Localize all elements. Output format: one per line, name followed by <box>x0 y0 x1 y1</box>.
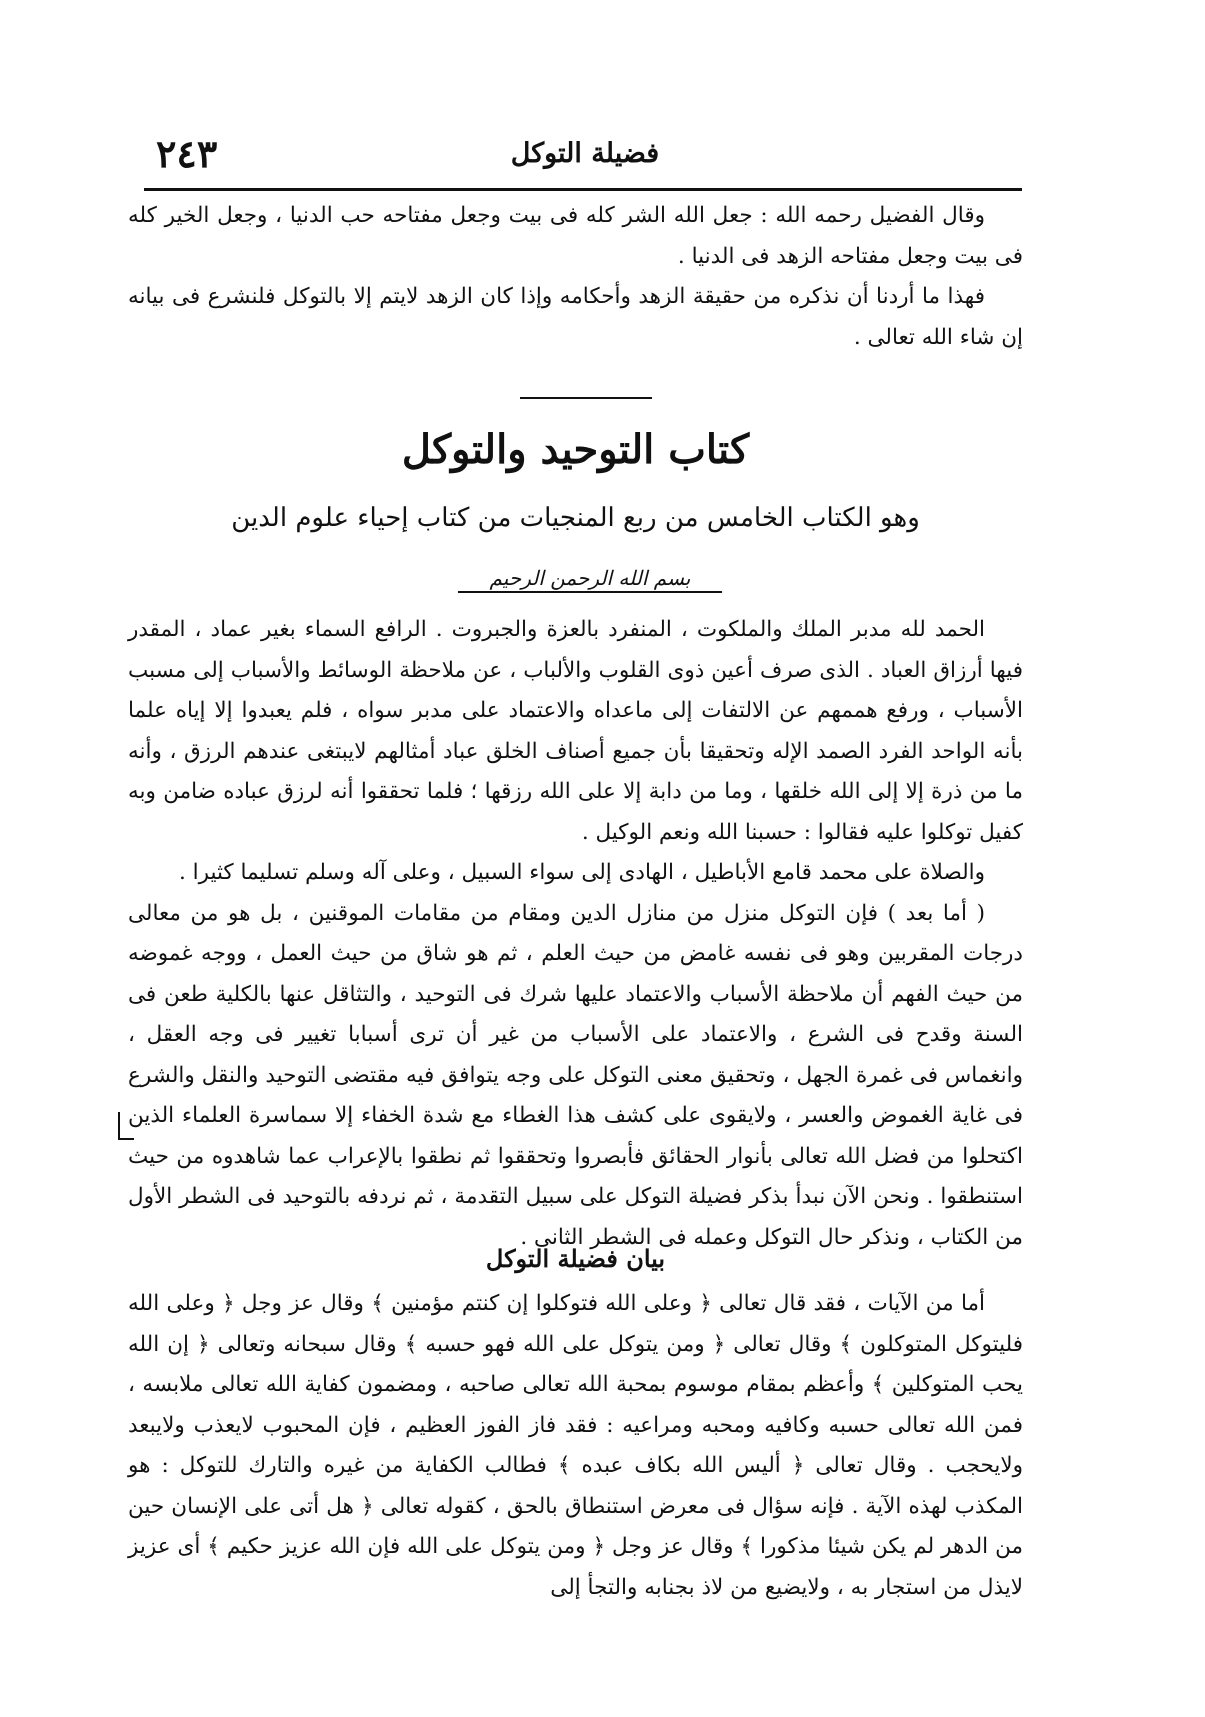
intro-paragraph-1: وقال الفضيل رحمه الله : جعل الله الشر كله فى بيت وجعل مفتاحه حب الدنيا ، وجعل الخير كله فى بيت وجعل مفتاحه الزهد فى الدنيا . <box>128 203 1023 269</box>
basmala-stroke <box>458 591 722 593</box>
section-divider <box>520 397 652 399</box>
section-paragraph-1: أما من الآيات ، فقد قال تعالى ﴿ وعلى الله فتوكلوا إن كنتم مؤمنين ﴾ وقال عز وجل ﴿ وعلى الله فليتوكل المتوكلون ﴾ وقال تعالى ﴿ ومن يتوكل على الله فهو حسبه ﴾ وقال سبحانه وتعالى ﴿ إن الله يحب المتوكلين ﴾ وأعظم بمقام موسوم بمحبة الله تعالى صاحبه ، ومضمون كفاية الله تعالى ملابسه ، فمن الله تعالى حسبه وكافيه ومحبه ومراعيه : فقد فاز الفوز العظيم ، فإن المحبوب لايعذب ولايبعد ولايحجب . وقال تعالى ﴿ أليس الله بكاف عبده ﴾ فطالب الكفاية من غيره والتارك للتوكل : هو المكذب لهذه الآية . فإنه سؤال فى معرض استنطاق بالحق ، كقوله تعالى ﴿ هل أتى على الإنسان حين من الدهر لم يكن شيئا مذكورا ﴾ وقال عز وجل ﴿ ومن يتوكل على الله فإن الله عزيز حكيم ﴾ أى عزيز لايذل من استجار به ، ولايضيع من لاذ بجنابه والتجأ إلى <box>128 1291 1023 1600</box>
margin-mark <box>118 1112 134 1140</box>
book-title: كتاب التوحيد والتوكل <box>401 426 750 473</box>
running-title: فضيلة التوكل <box>510 138 660 169</box>
section-heading: بيان فضيلة التوكل <box>485 1244 666 1273</box>
header-rule <box>144 188 1022 191</box>
basmala-calligraphy <box>430 557 750 599</box>
running-head <box>150 124 1020 184</box>
basmala-text: بسم الله الرحمن الرحيم <box>489 566 691 590</box>
body-text <box>128 610 1023 1258</box>
page-number: ٢٤٣ <box>156 131 218 176</box>
intro-paragraph-2: فهذا ما أردنا أن نذكره من حقيقة الزهد وأحكامه وإذا كان الزهد لايتم إلا بالتوكل فلنشرع فى بيانه إن شاء الله تعالى . <box>128 284 1023 350</box>
section-text <box>128 1284 1023 1608</box>
body-paragraph-2: والصلاة على محمد قامع الأباطيل ، الهادى إلى سواء السبيل ، وعلى آله وسلم تسليما كثيرا . <box>178 860 985 885</box>
book-subtitle: وهو الكتاب الخامس من ربع المنجيات من كتاب إحياء علوم الدين <box>231 503 920 533</box>
body-paragraph-3: ( أما بعد ) فإن التوكل منزل من منازل الدين ومقام من مقامات الموقنين ، بل هو من معالى درجات المقربين وهو فى نفسه غامض من حيث العلم ، ثم هو شاق من حيث العمل ، ووجه غموضه من حيث الفهم أن ملاحظة الأسباب والاعتماد عليها شرك فى التوحيد ، والتثاقل عنها بالكلية طعن فى السنة وقدح فى الشرع ، والاعتماد على الأسباب من غير أن ترى أسبابا تغيير فى وجه العقل ، وانغماس فى غمرة الجهل ، وتحقيق معنى التوكل على وجه يتوافق فيه مقتضى التوحيد والنقل والشرع فى غاية الغموض والعسر ، ولايقوى على كشف هذا الغطاء مع شدة الخفاء إلا سماسرة العلماء الذين اكتحلوا من فضل الله تعالى بأنوار الحقائق فأبصروا وتحققوا ثم نطقوا بالإعراب عما شاهدوه من حيث استنطقوا . ونحن الآن نبدأ بذكر فضيلة التوكل على سبيل التقدمة ، ثم نردفه بالتوحيد فى الشطر الأول من الكتاب ، ونذكر حال التوكل وعمله فى الشطر الثانى . <box>128 900 1023 1250</box>
intro-text <box>128 196 1023 358</box>
body-paragraph-1: الحمد لله مدبر الملك والملكوت ، المنفرد بالعزة والجبروت . الرافع السماء بغير عماد ، المقدر فيها أرزاق العباد . الذى صرف أعين ذوى القلوب والألباب ، عن ملاحظة الوسائط والأسباب إلى مسبب الأسباب ، ورفع هممهم عن الالتفات إلى ماعداه والاعتماد على مدبر سواه ، فلم يعبدوا إلا إياه علما بأنه الواحد الفرد الصمد الإله وتحقيقا بأن جميع أصناف الخلق عباد أمثالهم لايبتغى عندهم الرزق ، وأنه ما من ذرة إلا إلى الله خلقها ، وما من دابة إلا على الله رزقها ؛ فلما تحققوا أنه لرزق عباده ضامن وبه كفيل توكلوا عليه فقالوا : حسبنا الله ونعم الوكيل . <box>128 617 1023 845</box>
